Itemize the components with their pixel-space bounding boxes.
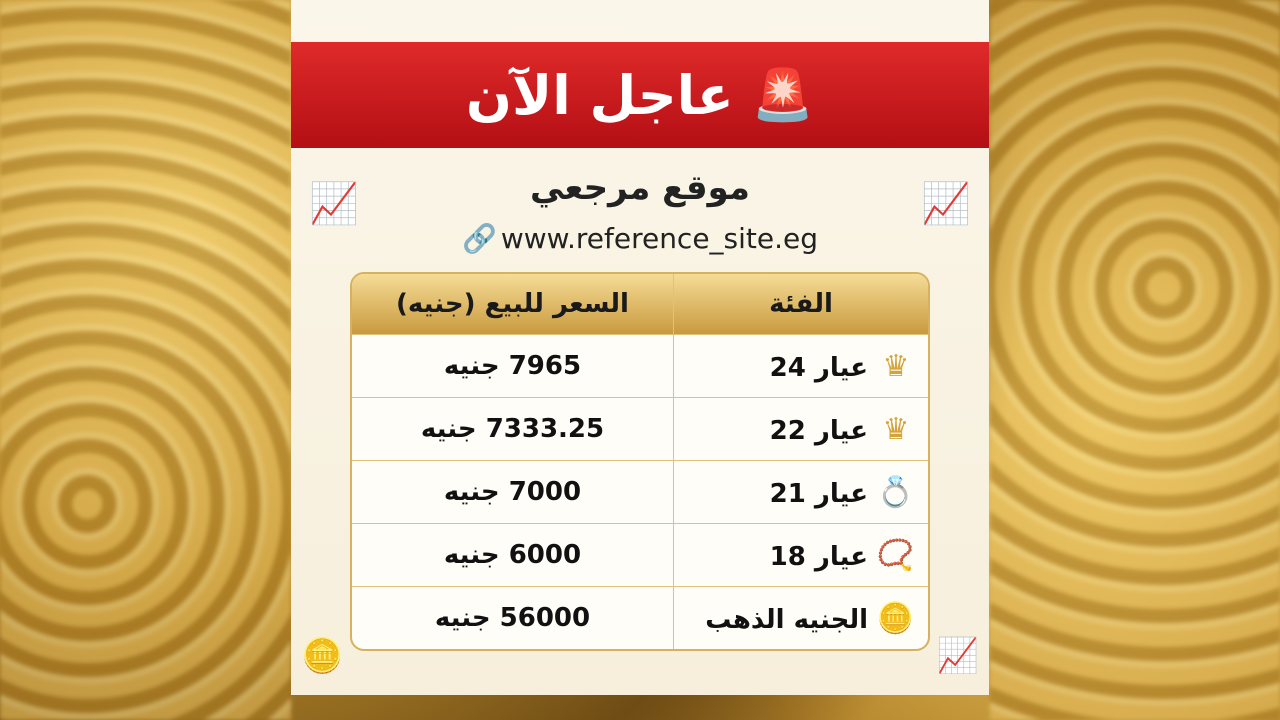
category-cell (673, 523, 928, 586)
crown-icon: ♛ (882, 348, 910, 384)
source-url-text[interactable]: www.reference_site.eg (500, 222, 819, 255)
breaking-banner (291, 42, 989, 148)
price-cell: 6000 جنيه (352, 523, 673, 586)
crown-icon: ♛ (882, 411, 910, 447)
coins-icon: 🪙 (301, 636, 344, 676)
gold-background-right (990, 0, 1280, 720)
price-card (291, 0, 989, 695)
category-cell (673, 586, 928, 649)
table-row (352, 397, 928, 460)
category-label: الجنيه الذهب (705, 604, 868, 635)
category-label: عيار 22 (769, 415, 868, 446)
chart-up-icon: 📈 (936, 636, 979, 676)
table-row (352, 334, 928, 397)
category-cell (673, 397, 928, 460)
category-cell (673, 334, 928, 397)
necklace-icon: 📿 (876, 537, 914, 573)
header-price: السعر للبيع (جنيه) (352, 274, 673, 334)
price-cell: 56000 جنيه (352, 586, 673, 649)
price-cell: 7965 جنيه (352, 334, 673, 397)
header-category: الفئة (673, 274, 928, 334)
banner-title: عاجل الآن (465, 63, 734, 127)
source-name: موقع مرجعي (530, 168, 750, 208)
coins-icon: 🪙 (876, 600, 914, 636)
source-url[interactable] (291, 222, 989, 255)
siren-icon: 🚨 (751, 65, 815, 124)
price-cell: 7333.25 جنيه (352, 397, 673, 460)
table-row (352, 523, 928, 586)
price-cell: 7000 جنيه (352, 460, 673, 523)
ring-icon: 💍 (876, 474, 914, 510)
gold-price-table (350, 272, 930, 651)
table-row (352, 460, 928, 523)
category-label: عيار 24 (769, 352, 868, 383)
table-row (352, 586, 928, 649)
category-label: عيار 21 (769, 478, 868, 509)
gold-background-left (0, 0, 291, 720)
category-label: عيار 18 (769, 541, 868, 572)
category-cell (673, 460, 928, 523)
chart-up-icon: 📈 (309, 181, 359, 227)
dollar-chart-icon: 📈 (921, 181, 971, 227)
link-icon: 🔗 (461, 222, 497, 255)
